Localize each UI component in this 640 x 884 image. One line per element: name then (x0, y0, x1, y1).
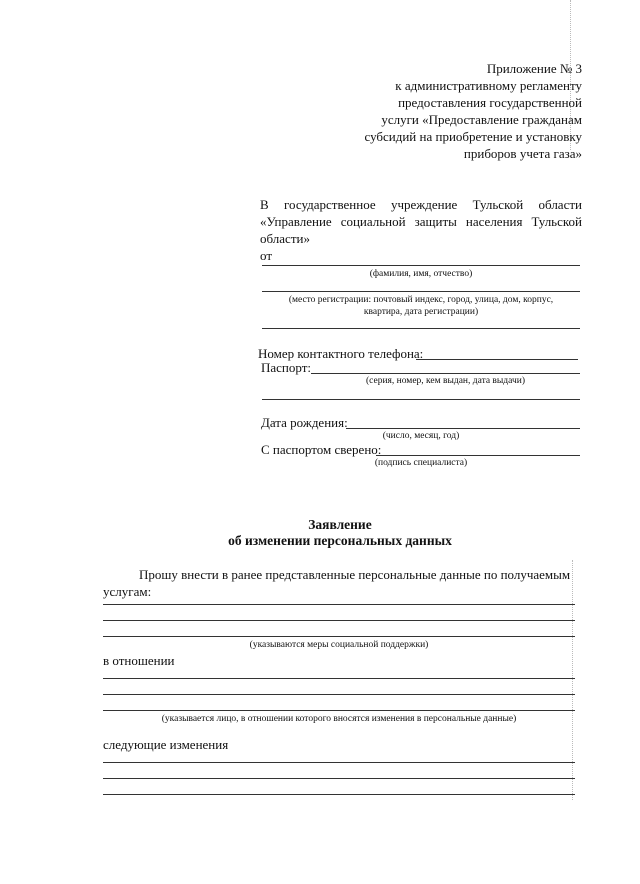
appendix-line: услуги «Предоставление гражданам (381, 112, 582, 127)
changes-line-2[interactable] (103, 778, 575, 779)
appendix-line: субсидий на приобретение и установку (364, 129, 582, 144)
address-line-1[interactable] (262, 291, 580, 292)
verified-field-line[interactable] (376, 455, 580, 456)
statement-subtitle: об изменении персональных данных (228, 533, 452, 548)
passport-label: Паспорт: (261, 360, 312, 375)
address-caption-line: (место регистрации: почтовый индекс, город, улица, дом, корпус, (288, 295, 554, 305)
measures-line-1[interactable] (103, 604, 575, 605)
regarding-line-2[interactable] (103, 694, 575, 695)
verified-label: С паспортом сверено: (261, 442, 382, 457)
request-text (103, 566, 583, 600)
addressee-line: области» (260, 231, 310, 246)
changes-label: следующие изменения (103, 737, 229, 752)
fio-caption: (фамилия, имя, отчество) (369, 269, 473, 279)
regarding-line-1[interactable] (103, 678, 575, 679)
addressee-block (260, 196, 582, 264)
measures-line-3[interactable] (103, 636, 575, 637)
phone-label: Номер контактного телефона: (258, 346, 424, 361)
appendix-line: приборов учета газа» (463, 146, 582, 161)
changes-line-1[interactable] (103, 762, 575, 763)
measures-caption: (указываются меры социальной поддержки) (249, 640, 429, 650)
address-caption-line: квартира, дата регистрации) (363, 307, 479, 317)
passport-caption: (серия, номер, кем выдан, дата выдачи) (365, 376, 525, 386)
addressee-line: «Управление социальной защиты населения Тульской (260, 214, 582, 229)
regarding-label: в отношении (103, 653, 175, 668)
changes-line-3[interactable] (103, 794, 575, 795)
appendix-line: к административному регламенту (395, 78, 582, 93)
address-line-2[interactable] (262, 328, 580, 329)
birth-label: Дата рождения: (261, 415, 348, 430)
statement-title: Заявление (308, 517, 372, 532)
regarding-line-3[interactable] (103, 710, 575, 711)
request-line: услугам: (103, 584, 152, 599)
appendix-number: Приложение № 3 (486, 61, 582, 76)
from-label: от (260, 248, 273, 263)
fio-line[interactable] (262, 265, 580, 266)
measures-line-2[interactable] (103, 620, 575, 621)
address-caption (262, 294, 580, 318)
phone-field-line[interactable] (416, 359, 578, 360)
request-line: Прошу внести в ранее представленные персональные данные по получаемым (139, 567, 571, 582)
appendix-header (282, 60, 582, 162)
person-caption: (указывается лицо, в отношении которого вносятся изменения в персональные данные) (161, 714, 517, 724)
addressee-line: В государственное учреждение Тульской области (260, 197, 582, 212)
passport-field-line[interactable] (311, 373, 580, 374)
birth-field-line[interactable] (346, 428, 580, 429)
verified-caption: (подпись специалиста) (374, 458, 468, 468)
birth-caption: (число, месяц, год) (382, 431, 460, 441)
appendix-line: предоставления государственной (398, 95, 582, 110)
passport-line-2[interactable] (262, 399, 580, 400)
